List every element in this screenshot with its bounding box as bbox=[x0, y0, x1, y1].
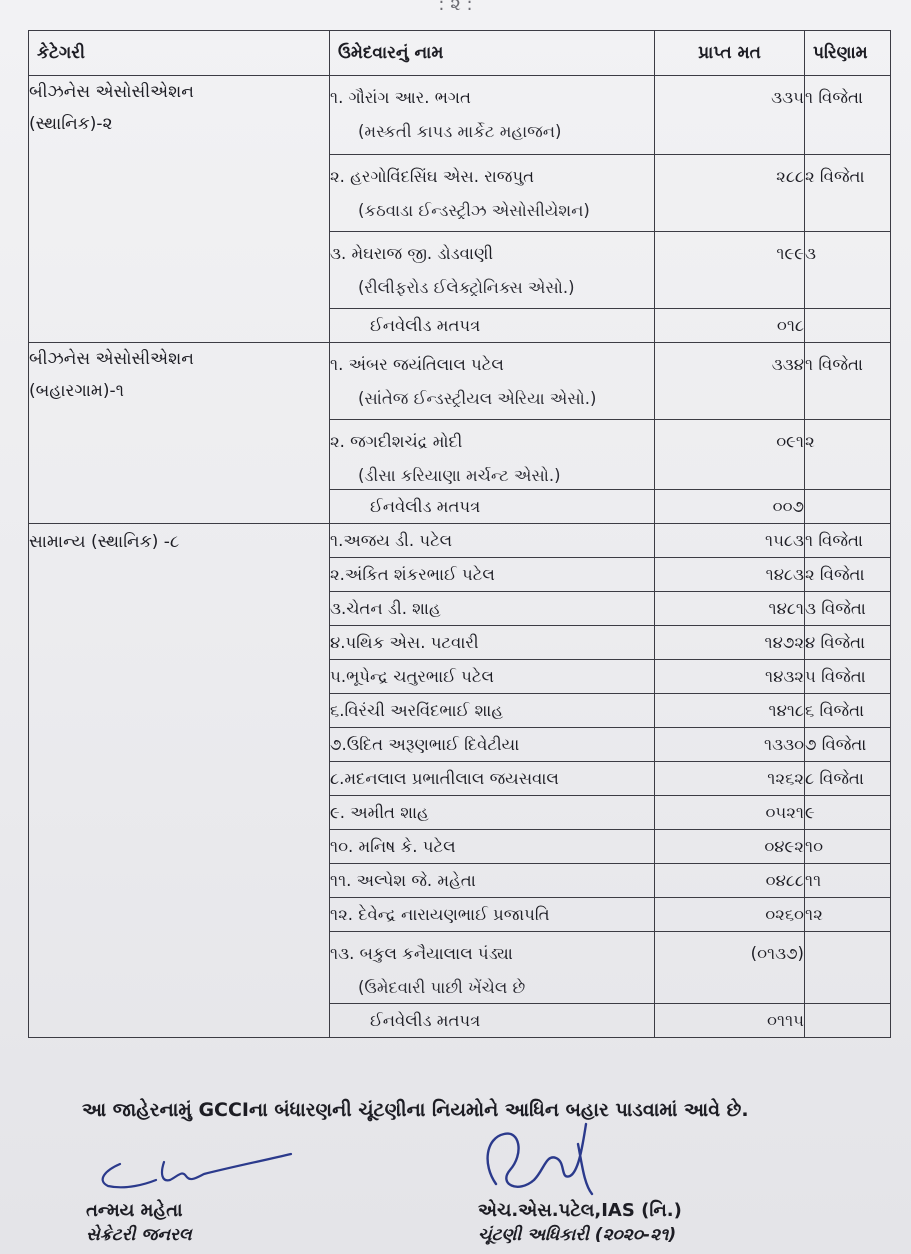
header-category: કેટેગરી bbox=[29, 31, 330, 76]
candidate-cell bbox=[330, 76, 655, 155]
result-cell: ૭ વિજેતા bbox=[805, 728, 891, 762]
votes-cell: ૩૩૪ bbox=[655, 343, 805, 420]
invalid-votes: ૦૦૭ bbox=[655, 490, 805, 524]
signatory-left bbox=[86, 1200, 192, 1245]
invalid-label: ઈનવેલીડ મતપત્ર bbox=[330, 309, 655, 343]
election-results-table bbox=[28, 30, 891, 1038]
result-cell: ૩ વિજેતા bbox=[805, 592, 891, 626]
result-cell: ૨ bbox=[805, 420, 891, 490]
result-cell: ૧ વિજેતા bbox=[805, 76, 891, 155]
signatory-right-title: ચૂંટણી અધિકારી (૨૦૨૦-૨૧) bbox=[478, 1225, 677, 1245]
result-cell: ૮ વિજેતા bbox=[805, 762, 891, 796]
table-row bbox=[29, 343, 891, 420]
candidate-name: ૭.ઉદિત અરૂણભાઈ દિવેટીયા bbox=[330, 728, 655, 762]
category-label: સામાન્ય (સ્થાનિક) -૮ bbox=[29, 532, 180, 552]
candidate-name: ૧. ગૌરાંગ આર. ભગત bbox=[330, 88, 471, 107]
votes-cell: ૧૫૮૩ bbox=[655, 524, 805, 558]
candidate-name: ૮.મદનલાલ પ્રભાતીલાલ જયસવાલ bbox=[330, 762, 655, 796]
signatory-left-title: સેક્રેટરી જનરલ bbox=[86, 1225, 192, 1245]
candidate-name: ૩.ચેતન ડી. શાહ bbox=[330, 592, 655, 626]
candidate-name: ૧. અંબર જયંતિલાલ પટેલ bbox=[330, 355, 504, 374]
result-cell: ૪ વિજેતા bbox=[805, 626, 891, 660]
table-row bbox=[29, 524, 891, 558]
candidate-name: ૩. મેઘરાજ જી. ડોડવાણી bbox=[330, 244, 494, 263]
category-sublabel: (બહારગામ)-૧ bbox=[29, 381, 124, 402]
category-cell bbox=[29, 76, 330, 343]
signature-left bbox=[86, 1150, 296, 1200]
candidate-name: ૧.અજય ડી. પટેલ bbox=[330, 524, 655, 558]
result-cell: ૧૨ bbox=[805, 898, 891, 932]
candidate-name: ૯. અમીત શાહ bbox=[330, 796, 655, 830]
withdrawn-note: (ઉમેદવારી પાછી ખેંચેલ છે bbox=[358, 977, 526, 997]
table-header-row bbox=[29, 31, 891, 76]
result-cell: ૧૦ bbox=[805, 830, 891, 864]
votes-cell: ૧૪૭૨ bbox=[655, 626, 805, 660]
candidate-name: ૬.વિરંચી અરવિંદભાઈ શાહ bbox=[330, 694, 655, 728]
votes-cell: ૦૪૯૨ bbox=[655, 830, 805, 864]
candidate-cell bbox=[330, 420, 655, 490]
signatory-right bbox=[478, 1200, 682, 1245]
table-row bbox=[29, 76, 891, 155]
votes-cell: ૧૪૮૧ bbox=[655, 592, 805, 626]
votes-cell: ૧૨૬૨ bbox=[655, 762, 805, 796]
candidate-org: (રીલીફરોડ ઈલેક્ટ્રોનિક્સ એસો.) bbox=[358, 277, 575, 297]
signatory-right-name: એચ.એસ.પટેલ,IAS (નિ.) bbox=[478, 1200, 682, 1221]
result-cell: ૧ વિજેતા bbox=[805, 524, 891, 558]
category-cell bbox=[29, 524, 330, 1038]
votes-cell: ૨૮૮ bbox=[655, 155, 805, 232]
result-cell bbox=[805, 1004, 891, 1038]
page-number: : ૨ : bbox=[438, 0, 473, 15]
candidate-cell bbox=[330, 932, 655, 1004]
candidate-org: (ડીસા કરિયાણા મર્ચન્ટ એસો.) bbox=[358, 465, 561, 485]
invalid-votes: ૦૧૮ bbox=[655, 309, 805, 343]
candidate-org: (સાંતેજ ઈન્ડસ્ટ્રીયલ એરિયા એસો.) bbox=[358, 388, 597, 408]
votes-cell: ૦૪૮૮ bbox=[655, 864, 805, 898]
votes-cell: ૧૩૩૦ bbox=[655, 728, 805, 762]
signatory-left-name: તન્મય મહેતા bbox=[86, 1200, 183, 1221]
category-label: બીઝનેસ એસોસીએશન bbox=[29, 82, 194, 102]
candidate-name: ૧૨. દેવેન્દ્ર નારાયણભાઈ પ્રજાપતિ bbox=[330, 898, 655, 932]
votes-cell: ૧૪૧૮ bbox=[655, 694, 805, 728]
category-cell bbox=[29, 343, 330, 524]
candidate-cell bbox=[330, 232, 655, 309]
candidate-org: (કઠવાડા ઈન્ડસ્ટ્રીઝ એસોસીયેશન) bbox=[358, 200, 590, 220]
candidate-name: ૧૦. મનિષ કે. પટેલ bbox=[330, 830, 655, 864]
result-cell bbox=[805, 490, 891, 524]
votes-cell: (૦૧૩૭) bbox=[655, 932, 805, 1004]
header-candidate: ઉમેદવારનું નામ bbox=[330, 31, 655, 76]
category-label: બીઝનેસ એસોસીએશન bbox=[29, 349, 194, 369]
candidate-name: ૧૧. અલ્પેશ જે. મહેતા bbox=[330, 864, 655, 898]
result-cell: ૨ વિજેતા bbox=[805, 155, 891, 232]
signature-right bbox=[474, 1114, 604, 1210]
header-result: પરિણામ bbox=[805, 31, 891, 76]
candidate-name: ૨. જગદીશચંદ્ર મોદી bbox=[330, 432, 463, 451]
result-cell: ૧ વિજેતા bbox=[805, 343, 891, 420]
result-cell: ૫ વિજેતા bbox=[805, 660, 891, 694]
votes-cell: ૦૨૬૦ bbox=[655, 898, 805, 932]
header-votes: પ્રાપ્ત મત bbox=[655, 31, 805, 76]
invalid-label: ઈનવેલીડ મતપત્ર bbox=[330, 490, 655, 524]
result-cell: ૧૧ bbox=[805, 864, 891, 898]
candidate-org: (મસ્કતી કાપડ માર્કેટ મહાજન) bbox=[358, 121, 562, 141]
invalid-votes: ૦૧૧૫ bbox=[655, 1004, 805, 1038]
candidate-name: ૪.પથિક એસ. પટવારી bbox=[330, 626, 655, 660]
result-cell bbox=[805, 932, 891, 1004]
candidate-name: ૧૩. બકુલ કનૈયાલાલ પંડ્યા bbox=[330, 944, 513, 963]
result-cell bbox=[805, 309, 891, 343]
votes-cell: ૦૫૨૧ bbox=[655, 796, 805, 830]
result-cell: ૯ bbox=[805, 796, 891, 830]
category-sublabel: (સ્થાનિક)-૨ bbox=[29, 114, 113, 135]
result-cell: ૬ વિજેતા bbox=[805, 694, 891, 728]
votes-cell: ૧૪૩૨ bbox=[655, 660, 805, 694]
result-cell: ૨ વિજેતા bbox=[805, 558, 891, 592]
candidate-name: ૫.ભૂપેન્દ્ર ચતુરભાઈ પટેલ bbox=[330, 660, 655, 694]
footer-note: આ જાહેરનામું GCCIના બંધારણની ચૂંટણીના નિયમોને આધિન બહાર પાડવામાં આવે છે. bbox=[82, 1099, 749, 1121]
votes-cell: ૦૯૧ bbox=[655, 420, 805, 490]
candidate-name: ૨.અંકિત શંકરભાઈ પટેલ bbox=[330, 558, 655, 592]
votes-cell: ૩૩૫ bbox=[655, 76, 805, 155]
candidate-cell bbox=[330, 155, 655, 232]
candidate-name: ૨. હરગોવિંદસિંઘ એસ. રાજપુત bbox=[330, 167, 535, 186]
candidate-cell bbox=[330, 343, 655, 420]
votes-cell: ૧૯૯ bbox=[655, 232, 805, 309]
votes-cell: ૧૪૮૩ bbox=[655, 558, 805, 592]
result-cell: ૩ bbox=[805, 232, 891, 309]
invalid-label: ઈનવેલીડ મતપત્ર bbox=[330, 1004, 655, 1038]
